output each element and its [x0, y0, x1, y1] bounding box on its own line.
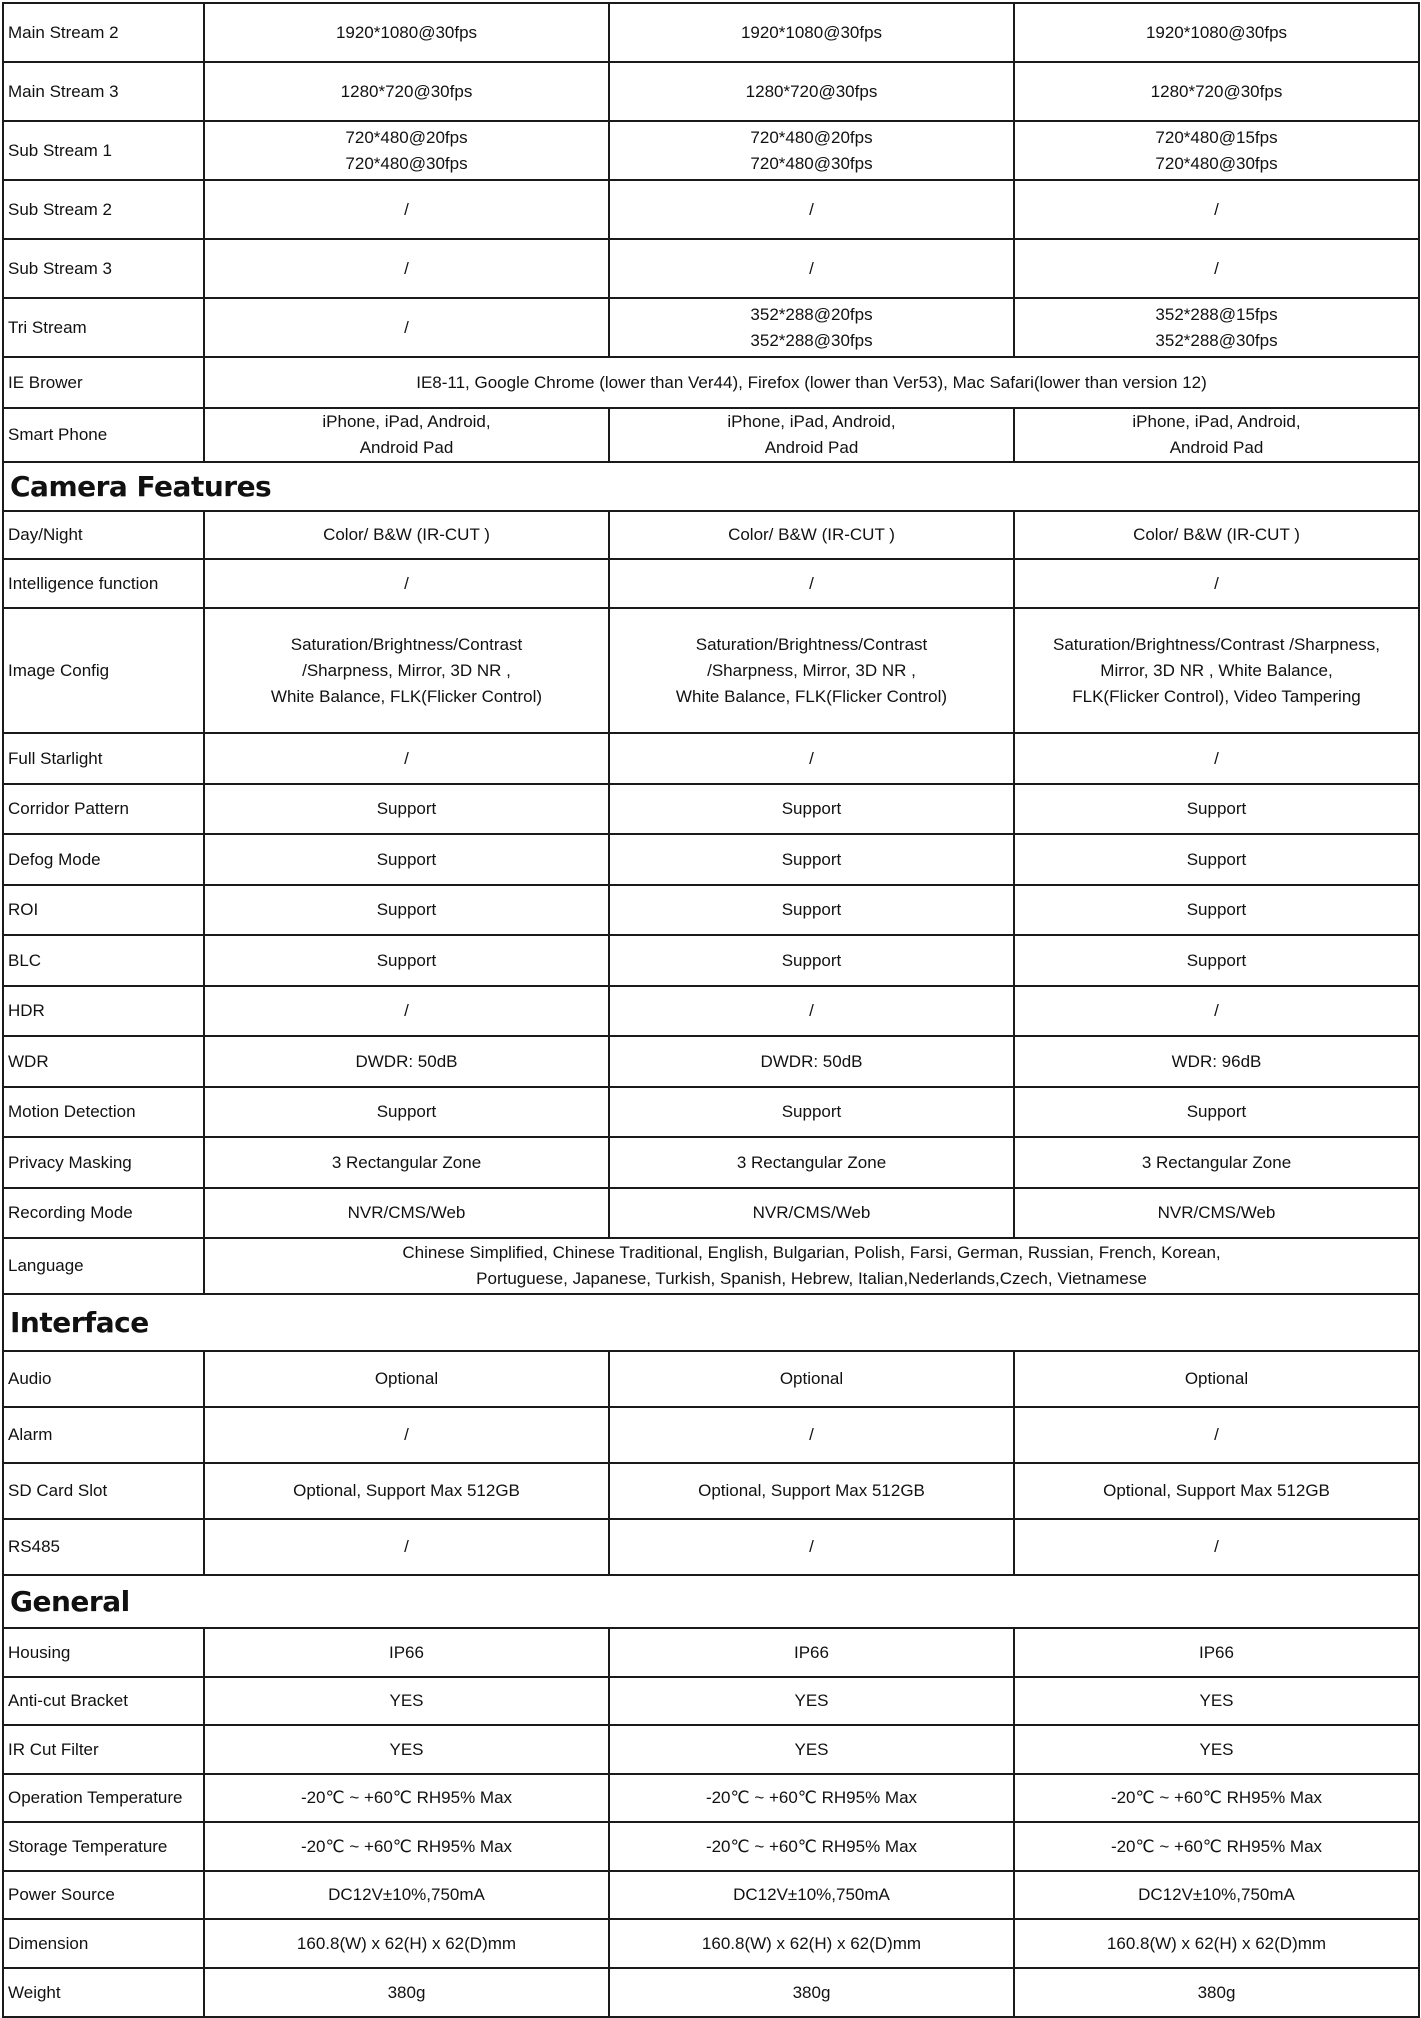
spec-value-line: Mirror, 3D NR , White Balance, [1100, 660, 1333, 680]
table-row [3, 1519, 1419, 1575]
spec-value [609, 1628, 1014, 1677]
spec-value [609, 1822, 1014, 1871]
spec-value-line: Support [781, 950, 842, 970]
spec-label: Smart Phone [3, 408, 204, 462]
spec-label: Sub Stream 2 [3, 180, 204, 239]
spec-value [609, 1919, 1014, 1968]
table-row [3, 357, 1419, 408]
spec-value-line: IE8-11, Google Chrome (lower than Ver44), Firefox (lower than Ver53), Mac Safari(lower than version 12) [416, 372, 1207, 392]
spec-value [1014, 298, 1419, 357]
spec-value [609, 1725, 1014, 1774]
spec-value-line: -20℃ ~ +60℃ RH95% Max [705, 1836, 918, 1856]
spec-value [204, 121, 609, 180]
spec-value [1014, 935, 1419, 986]
spec-value [204, 408, 609, 462]
spec-label: ROI [3, 885, 204, 935]
spec-value-line: Support [1186, 900, 1247, 919]
spec-label: HDR [3, 986, 204, 1036]
spec-value-line: / [404, 199, 409, 219]
spec-value [204, 3, 609, 62]
spec-value-line: 380g [1197, 1982, 1236, 2002]
spec-value-line: Saturation/Brightness/Contrast /Sharpness, [1053, 634, 1380, 654]
table-row [3, 1774, 1419, 1822]
spec-value-line: 1920*1080@30fps [1145, 22, 1288, 42]
spec-value-line: Support [376, 900, 437, 919]
spec-value-line: Android Pad [359, 438, 454, 457]
spec-value-line: NVR/CMS/Web [1157, 1203, 1276, 1222]
spec-value [204, 1087, 609, 1137]
spec-value-line: 720*480@30fps [750, 153, 873, 173]
spec-value [204, 559, 609, 608]
spec-label: Day/Night [3, 511, 204, 559]
spec-value-line: /Sharpness, Mirror, 3D NR , [707, 660, 916, 680]
table-row [3, 298, 1419, 357]
spec-value-line: Support [376, 799, 437, 818]
spec-value-line: Optional [374, 1369, 439, 1388]
spec-value [609, 298, 1014, 357]
section-row [3, 1294, 1419, 1351]
spec-value [204, 62, 609, 121]
spec-value-line: YES [1199, 1691, 1234, 1710]
spec-value [609, 608, 1014, 733]
spec-value [1014, 1188, 1419, 1238]
section-heading: Camera Features [3, 462, 1419, 511]
spec-value [204, 1137, 609, 1188]
spec-value [609, 1036, 1014, 1087]
spec-value-line: Optional, Support Max 512GB [1103, 1481, 1330, 1500]
spec-label: Image Config [3, 608, 204, 733]
spec-value [204, 1188, 609, 1238]
spec-value [204, 298, 609, 357]
table-row [3, 1968, 1419, 2017]
spec-value [204, 1871, 609, 1919]
spec-value [1014, 784, 1419, 834]
table-row [3, 1677, 1419, 1725]
spec-value-line: / [404, 1425, 409, 1444]
spec-value-line: Support [376, 1102, 437, 1121]
spec-label: Operation Temperature [3, 1774, 204, 1822]
spec-value [609, 1407, 1014, 1463]
spec-value [204, 1407, 609, 1463]
spec-value-line: 160.8(W) x 62(H) x 62(D)mm [1106, 1933, 1327, 1953]
spec-label: RS485 [3, 1519, 204, 1575]
table-row [3, 180, 1419, 239]
spec-label: Main Stream 2 [3, 3, 204, 62]
spec-value-line: 720*480@15fps [1155, 127, 1278, 147]
table-row [3, 62, 1419, 121]
section-row [3, 462, 1419, 511]
spec-value-line: iPhone, iPad, Android, [1132, 412, 1301, 431]
spec-value [1014, 3, 1419, 62]
spec-value-line: DC12V±10%,750mA [328, 1885, 485, 1904]
spec-value-line: / [809, 1537, 814, 1556]
spec-value [1014, 1968, 1419, 2017]
table-row [3, 1725, 1419, 1774]
spec-value [1014, 62, 1419, 121]
spec-value-line: 1280*720@30fps [745, 81, 878, 101]
spec-value-line: IP66 [794, 1642, 829, 1662]
spec-value-line: 380g [792, 1982, 831, 2002]
spec-value-line: NVR/CMS/Web [752, 1203, 871, 1222]
spec-value [204, 885, 609, 935]
spec-value-line: YES [389, 1739, 424, 1759]
spec-value-line: Saturation/Brightness/Contrast [290, 634, 523, 654]
spec-value [1014, 239, 1419, 298]
spec-label: Motion Detection [3, 1087, 204, 1137]
spec-label: IE Brower [3, 357, 204, 408]
spec-value [1014, 559, 1419, 608]
spec-value [204, 986, 609, 1036]
spec-value-line: / [809, 573, 814, 593]
table-row [3, 986, 1419, 1036]
table-row [3, 1351, 1419, 1407]
spec-value-line: 352*288@30fps [750, 330, 873, 350]
spec-label: Housing [3, 1628, 204, 1677]
spec-value [609, 121, 1014, 180]
spec-value-line: YES [794, 1691, 829, 1710]
spec-value-line: Support [376, 950, 437, 970]
spec-label: IR Cut Filter [3, 1725, 204, 1774]
spec-value-line: / [1214, 748, 1219, 768]
spec-value-line: / [404, 317, 409, 337]
table-row [3, 1871, 1419, 1919]
spec-value [609, 834, 1014, 885]
spec-value-line: -20℃ ~ +60℃ RH95% Max [300, 1836, 513, 1856]
spec-value [609, 885, 1014, 935]
spec-value-line: / [1214, 573, 1219, 593]
table-row [3, 784, 1419, 834]
spec-table-body [3, 3, 1419, 2017]
spec-value-line: Support [781, 799, 842, 818]
spec-value-line: / [1214, 258, 1219, 278]
spec-value-line: Support [1186, 849, 1247, 869]
spec-label: Full Starlight [3, 733, 204, 784]
spec-value-line: Android Pad [1169, 438, 1264, 457]
spec-value [204, 1774, 609, 1822]
spec-label: Language [3, 1238, 204, 1294]
spec-value [1014, 1407, 1419, 1463]
spec-value [1014, 986, 1419, 1036]
spec-label: SD Card Slot [3, 1463, 204, 1519]
table-row [3, 1238, 1419, 1294]
table-row [3, 511, 1419, 559]
spec-label: Anti-cut Bracket [3, 1677, 204, 1725]
spec-value [1014, 1677, 1419, 1725]
spec-label: Dimension [3, 1919, 204, 1968]
table-row [3, 1463, 1419, 1519]
spec-value [609, 559, 1014, 608]
spec-label: Power Source [3, 1871, 204, 1919]
table-row [3, 733, 1419, 784]
spec-value-line: / [1214, 1537, 1219, 1556]
spec-value-line: Optional, Support Max 512GB [293, 1481, 520, 1500]
spec-value [1014, 511, 1419, 559]
spec-value [609, 1087, 1014, 1137]
spec-value [204, 935, 609, 986]
spec-value-line: / [404, 1001, 409, 1020]
spec-value [204, 608, 609, 733]
spec-value [1014, 408, 1419, 462]
spec-value-line: -20℃ ~ +60℃ RH95% Max [1110, 1836, 1323, 1856]
table-row [3, 1919, 1419, 1968]
spec-value-line: Support [376, 849, 437, 869]
spec-value-line: 160.8(W) x 62(H) x 62(D)mm [296, 1933, 517, 1953]
spec-value [609, 1871, 1014, 1919]
spec-value [204, 1463, 609, 1519]
spec-value [204, 1519, 609, 1575]
spec-value-line: Optional, Support Max 512GB [698, 1481, 925, 1500]
table-row [3, 834, 1419, 885]
spec-value [609, 784, 1014, 834]
spec-value-line: Support [781, 849, 842, 869]
spec-value [609, 733, 1014, 784]
spec-value-line: iPhone, iPad, Android, [727, 412, 896, 431]
spec-value-line: Color/ B&W (IR-CUT ) [728, 525, 895, 544]
spec-label: Sub Stream 3 [3, 239, 204, 298]
spec-label: Recording Mode [3, 1188, 204, 1238]
spec-value [1014, 1774, 1419, 1822]
spec-value-line: DC12V±10%,750mA [733, 1885, 890, 1904]
spec-value-line: 3 Rectangular Zone [331, 1152, 482, 1172]
spec-label: Main Stream 3 [3, 62, 204, 121]
spec-value-line: /Sharpness, Mirror, 3D NR , [302, 660, 511, 680]
spec-label: Weight [3, 1968, 204, 2017]
spec-value [204, 1351, 609, 1407]
spec-value [1014, 1087, 1419, 1137]
spec-value [609, 408, 1014, 462]
spec-value [204, 180, 609, 239]
spec-table [2, 2, 1420, 2018]
spec-value-line: WDR: 96dB [1171, 1051, 1262, 1071]
section-row [3, 1575, 1419, 1628]
spec-value-line: White Balance, FLK(Flicker Control) [675, 686, 948, 706]
spec-value [204, 1628, 609, 1677]
spec-value-line: 720*480@30fps [1155, 153, 1278, 173]
table-row [3, 121, 1419, 180]
spec-value-line: Support [1186, 799, 1247, 818]
spec-value-line: Saturation/Brightness/Contrast [695, 634, 928, 654]
table-row [3, 608, 1419, 733]
spec-value-line: Chinese Simplified, Chinese Traditional, English, Bulgarian, Polish, Farsi, German, Russian, French, Korean, [402, 1243, 1221, 1262]
spec-value [204, 1822, 609, 1871]
spec-value-line: / [404, 748, 409, 768]
spec-value-all-models [204, 1238, 1419, 1294]
spec-value-line: DWDR: 50dB [355, 1051, 458, 1071]
spec-value-line: 1280*720@30fps [1150, 81, 1283, 101]
spec-value [609, 180, 1014, 239]
spec-value [204, 1677, 609, 1725]
table-row [3, 1822, 1419, 1871]
spec-value [1014, 1725, 1419, 1774]
spec-value-line: DC12V±10%,750mA [1138, 1885, 1295, 1904]
table-row [3, 408, 1419, 462]
spec-value [1014, 1871, 1419, 1919]
section-heading: General [3, 1575, 1419, 1628]
spec-value [1014, 1919, 1419, 1968]
spec-value-line: 720*480@20fps [345, 127, 468, 147]
table-row [3, 3, 1419, 62]
spec-value [204, 1968, 609, 2017]
spec-label: Alarm [3, 1407, 204, 1463]
spec-value-line: / [404, 1537, 409, 1556]
spec-value-line: / [809, 748, 814, 768]
spec-value [609, 511, 1014, 559]
spec-value-line: / [809, 199, 814, 219]
spec-value [1014, 1036, 1419, 1087]
spec-value [609, 1463, 1014, 1519]
spec-value [609, 1519, 1014, 1575]
spec-value-line: iPhone, iPad, Android, [322, 412, 491, 431]
spec-label: Defog Mode [3, 834, 204, 885]
spec-value-line: YES [389, 1691, 424, 1710]
spec-value-line: Optional [1184, 1369, 1249, 1388]
spec-value [609, 1188, 1014, 1238]
spec-value [1014, 180, 1419, 239]
spec-value [1014, 608, 1419, 733]
spec-value-line: / [809, 258, 814, 278]
spec-value [204, 511, 609, 559]
spec-value [1014, 1351, 1419, 1407]
spec-value [1014, 121, 1419, 180]
spec-value [609, 239, 1014, 298]
table-row [3, 559, 1419, 608]
spec-value [1014, 1137, 1419, 1188]
spec-value [609, 1968, 1014, 2017]
spec-label: Intelligence function [3, 559, 204, 608]
spec-value [1014, 1628, 1419, 1677]
spec-value-line: DWDR: 50dB [760, 1051, 863, 1071]
spec-label: BLC [3, 935, 204, 986]
table-row [3, 1188, 1419, 1238]
section-heading: Interface [3, 1294, 1419, 1351]
spec-value [204, 834, 609, 885]
spec-value-line: 3 Rectangular Zone [1141, 1152, 1292, 1172]
spec-label: Sub Stream 1 [3, 121, 204, 180]
spec-value-line: 1920*1080@30fps [335, 22, 478, 42]
spec-value-line: 352*288@15fps [1155, 304, 1278, 324]
spec-value-line: Color/ B&W (IR-CUT ) [1133, 525, 1300, 544]
spec-value [609, 986, 1014, 1036]
table-row [3, 935, 1419, 986]
spec-value-line: / [1214, 199, 1219, 219]
spec-value-line: Support [781, 1102, 842, 1121]
spec-value-line: 380g [387, 1982, 426, 2002]
spec-value [1014, 885, 1419, 935]
spec-value-line: IP66 [389, 1642, 424, 1662]
spec-value [609, 62, 1014, 121]
spec-value-line: Support [781, 900, 842, 919]
spec-value-line: Android Pad [764, 438, 859, 457]
spec-label: Privacy Masking [3, 1137, 204, 1188]
table-row [3, 885, 1419, 935]
table-row [3, 239, 1419, 298]
spec-value-line: 1280*720@30fps [340, 81, 473, 101]
spec-value [609, 3, 1014, 62]
spec-value-line: 3 Rectangular Zone [736, 1152, 887, 1172]
spec-value [204, 733, 609, 784]
table-row [3, 1087, 1419, 1137]
spec-value [204, 1036, 609, 1087]
spec-value-line: / [809, 1425, 814, 1444]
spec-value [204, 1919, 609, 1968]
spec-value-line: Support [1186, 950, 1247, 970]
spec-value-line: 1920*1080@30fps [740, 22, 883, 42]
spec-value-line: White Balance, FLK(Flicker Control) [270, 686, 543, 706]
spec-value-line: / [404, 258, 409, 278]
spec-value-line: -20℃ ~ +60℃ RH95% Max [705, 1788, 918, 1807]
spec-value [609, 1137, 1014, 1188]
spec-value [1014, 1463, 1419, 1519]
spec-value-line: YES [794, 1739, 829, 1759]
spec-value-line: -20℃ ~ +60℃ RH95% Max [300, 1788, 513, 1807]
spec-value-line: IP66 [1199, 1642, 1234, 1662]
spec-value [1014, 1519, 1419, 1575]
spec-value-line: Support [1186, 1102, 1247, 1121]
spec-label: Audio [3, 1351, 204, 1407]
spec-value-line: 352*288@30fps [1155, 330, 1278, 350]
spec-value [204, 784, 609, 834]
spec-label: Tri Stream [3, 298, 204, 357]
spec-label: Storage Temperature [3, 1822, 204, 1871]
table-row [3, 1628, 1419, 1677]
spec-value [204, 1725, 609, 1774]
table-row [3, 1137, 1419, 1188]
spec-value-line: Portuguese, Japanese, Turkish, Spanish, Hebrew, Italian,Nederlands,Czech, Vietnamese [476, 1269, 1147, 1288]
spec-value-line: 352*288@20fps [750, 304, 873, 324]
spec-value-line: Color/ B&W (IR-CUT ) [323, 525, 490, 544]
spec-value [609, 935, 1014, 986]
spec-value-line: 720*480@30fps [345, 153, 468, 173]
spec-value [1014, 1822, 1419, 1871]
spec-value [1014, 733, 1419, 784]
spec-value [609, 1677, 1014, 1725]
table-row [3, 1407, 1419, 1463]
spec-value-line: FLK(Flicker Control), Video Tampering [1072, 686, 1361, 706]
spec-value-line: / [809, 1001, 814, 1020]
spec-value-all-models [204, 357, 1419, 408]
spec-value [609, 1774, 1014, 1822]
spec-value-line: NVR/CMS/Web [347, 1203, 466, 1222]
spec-value-line: / [404, 573, 409, 593]
spec-value [609, 1351, 1014, 1407]
spec-value [204, 239, 609, 298]
spec-value-line: 160.8(W) x 62(H) x 62(D)mm [701, 1933, 922, 1953]
spec-value-line: Optional [779, 1369, 844, 1388]
spec-value-line: / [1214, 1425, 1219, 1444]
spec-value [1014, 834, 1419, 885]
spec-value-line: / [1214, 1001, 1219, 1020]
spec-value-line: YES [1199, 1739, 1234, 1759]
spec-label: Corridor Pattern [3, 784, 204, 834]
spec-value-line: 720*480@20fps [750, 127, 873, 147]
table-row [3, 1036, 1419, 1087]
spec-label: WDR [3, 1036, 204, 1087]
spec-value-line: -20℃ ~ +60℃ RH95% Max [1110, 1788, 1323, 1807]
